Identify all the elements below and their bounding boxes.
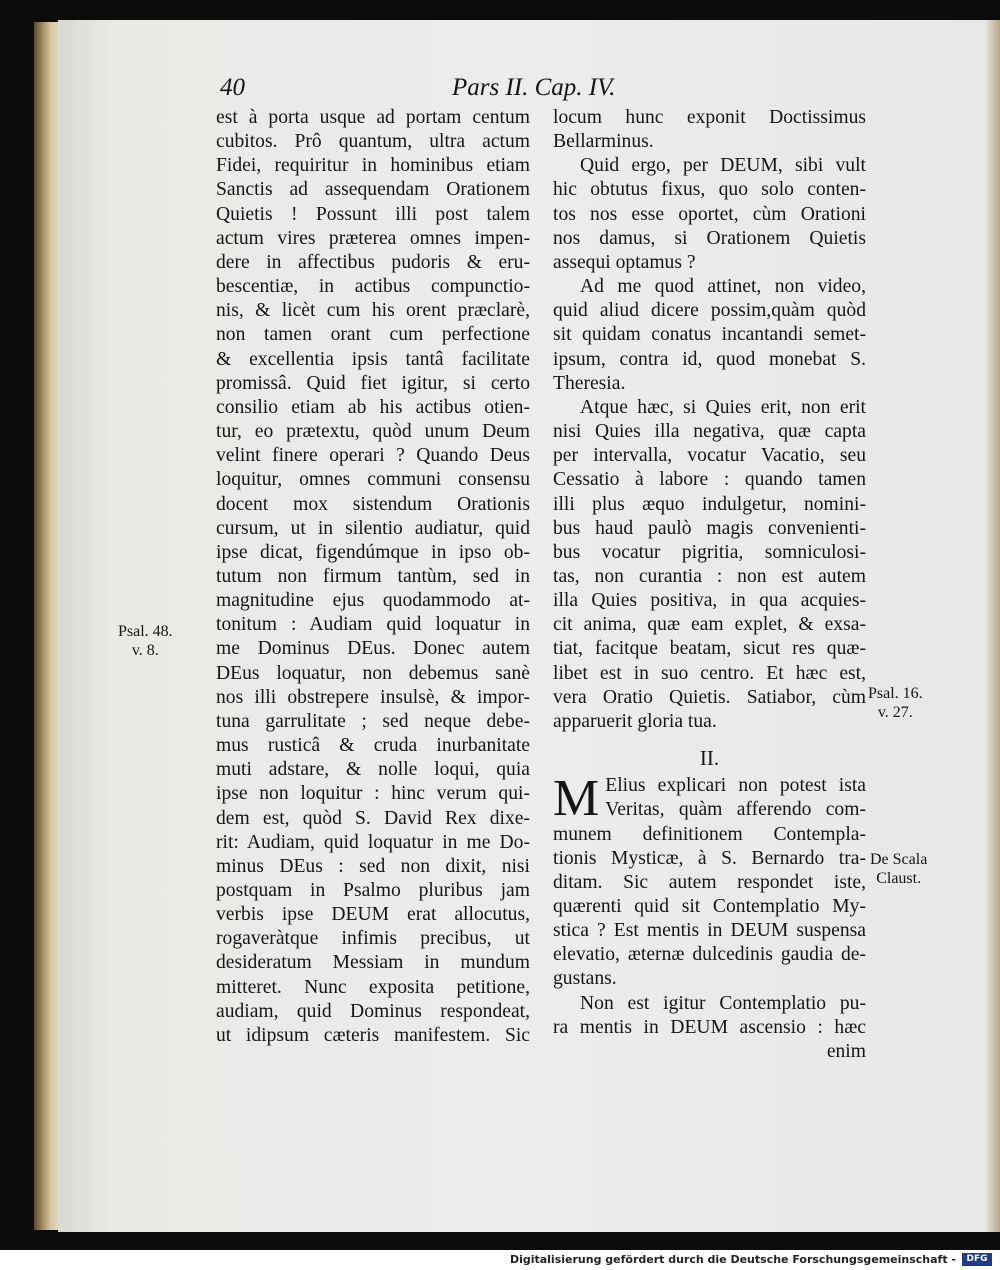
text-line: stica ? Est mentis in DEUM suspensa — [553, 920, 866, 942]
catchword: enim — [826, 1040, 866, 1062]
marginal-note-psal48 — [118, 622, 173, 660]
text-line: tas, non curantia : non est autem — [553, 565, 866, 587]
paragraph — [553, 992, 866, 1040]
text-line: ra mentis in DEUM ascensio : hæc — [553, 1016, 866, 1038]
text-line: quid aliud dicere possim,quàm quòd — [553, 300, 866, 322]
text-line: Theresia. — [553, 372, 626, 394]
text-line: bus vocatur pigritia, somniculosi- — [553, 541, 866, 563]
text-line: rit: Audiam, quid loquatur in me Do- — [216, 831, 530, 853]
text-line: me Dominus DEus. Donec autem — [216, 638, 530, 660]
text-line: dere in affectibus pudoris & eru- — [216, 251, 530, 273]
text-line: Bellarminus. — [553, 131, 654, 153]
text-line: bus haud paulò magis convenienti- — [553, 517, 866, 539]
text-line: apparuerit gloria tua. — [553, 710, 717, 732]
text-line: tonitum : Audiam quid loquatur in — [216, 614, 530, 636]
text-line: minus DEus : sed non dixit, nisi — [216, 855, 530, 877]
text-line: actum vires præterea omnes impen- — [216, 227, 530, 249]
text-line: & excellentia ipsis tantâ facilitate — [216, 348, 530, 370]
text-line: illa Quies positiva, in qua acquies- — [553, 590, 866, 612]
marginal-note-line: v. 27. — [877, 704, 913, 721]
text-line: hic obtutus fixus, quo solo conten- — [553, 179, 866, 201]
text-line: Veritas, quàm afferendo com- — [605, 799, 866, 821]
marginal-note-psal16 — [868, 684, 923, 722]
text-line: tiat, facitque beatam, sicut res quæ- — [553, 638, 866, 660]
marginal-note-line: v. 8. — [131, 642, 159, 659]
text-line: quærenti quid sit Contemplatio My- — [553, 896, 866, 917]
running-title: Pars II. Cap. IV. — [452, 74, 616, 101]
text-line: Sanctis ad assequendam Orationem — [216, 179, 530, 201]
page-number: 40 — [220, 74, 245, 101]
footer-bar — [0, 1250, 1000, 1270]
text-line: elevatio, æternæ dulcedinis gaudia de- — [553, 944, 866, 966]
text-line: desideratum Messiam in mundum — [216, 952, 530, 974]
paragraph — [553, 774, 866, 822]
paragraph — [553, 396, 866, 734]
text-line: non tamen orant cum perfectione — [216, 324, 530, 346]
text-line: DEus loquatur, non debemus sanè — [216, 662, 530, 684]
text-line: mitteret. Nunc exposita petitione, — [216, 976, 530, 998]
text-line: rogaveràtque infimis precibus, ut — [216, 928, 530, 950]
text-line: mus rusticâ & cruda inurbanitate — [216, 735, 530, 757]
text-line: gustans. — [553, 968, 617, 990]
text-line: ipse dicat, figendúmque in ipso ob- — [216, 541, 530, 563]
left-column — [216, 106, 530, 1048]
text-line: Elius explicari non potest ista — [605, 775, 866, 797]
text-line: illi plus æquo indulgetur, nomini- — [553, 493, 866, 515]
text-line: verbis ipse DEUM erat allocutus, — [216, 904, 530, 926]
text-line: vera Oratio Quietis. Satiabor, cùm — [553, 686, 866, 708]
text-line: velint finere operari ? Quando Deus — [216, 445, 530, 467]
text-line: tutum non firmum tantùm, sed in — [216, 565, 530, 587]
text-line: audiam, quid Dominus respondeat, — [216, 1000, 530, 1022]
text-line: assequi optamus ? — [553, 251, 696, 273]
text-line: cursum, ut in silentio audiatur, quid — [216, 517, 530, 539]
marginal-note-line: Psal. 16. — [868, 685, 923, 702]
text-line: nis, & licèt cum his orent præclarè, — [216, 300, 530, 322]
text-line: ipse non loquitur : hinc verum qui- — [216, 783, 530, 805]
text-line: Quietis ! Possunt illi post talem — [216, 203, 530, 225]
text-line: munem definitionem Contempla- — [553, 823, 866, 845]
text-line: est à porta usque ad portam centum — [216, 107, 530, 128]
text-line: bescentiæ, in actibus compunctio- — [216, 276, 530, 298]
marginal-note-de-scala — [870, 850, 927, 888]
text-line: tuna garrulitate ; sed neque debe- — [216, 710, 530, 732]
text-line: Quid ergo, per DEUM, sibi vult — [580, 155, 866, 177]
text-line: ut idipsum cæteris manifestem. Sic — [216, 1024, 530, 1046]
text-line: muti adstare, & nolle loqui, quia — [216, 759, 530, 781]
text-line: libet est in suo centro. Et hæc est, — [553, 662, 866, 684]
text-line: per intervalla, vocatur Vacatio, seu — [553, 445, 866, 467]
text-line: cubitos. Prô quantum, ultra actum — [216, 131, 530, 153]
text-line: sit quidam conatus incantandi semet- — [553, 324, 866, 346]
section-heading: II. — [699, 746, 720, 771]
text-line: Atque hæc, si Quies erit, non erit — [580, 396, 866, 418]
marginal-note-line: De Scala — [870, 851, 928, 868]
paragraph — [553, 275, 866, 396]
text-line: consilio etiam ab his actibus otien- — [216, 396, 530, 418]
page-edge — [986, 20, 1000, 1232]
dfg-logo: DFG — [962, 1253, 992, 1266]
text-line: Fidei, requiritur in hominibus etiam — [216, 155, 530, 177]
text-line: nos damus, si Orationem Quietis — [553, 227, 866, 249]
text-line: tionis Mysticæ, à S. Bernardo tra- — [553, 847, 866, 869]
text-line: tos nos esse oportet, cùm Orationi — [553, 203, 866, 225]
text-line: nos illi obstrepere insulsè, & impor- — [216, 686, 530, 708]
text-line: ditam. Sic autem respondet iste, — [553, 871, 866, 893]
right-column — [553, 106, 866, 1064]
funding-notice: Digitalisierung gefördert durch die Deutsche Forschungsgemeinschaft - — [509, 1253, 956, 1266]
paragraph — [553, 106, 866, 154]
text-line: promissâ. Quid fiet igitur, si certo — [216, 372, 530, 394]
text-line: cit anima, quæ eam explet, & exsa- — [553, 614, 866, 636]
text-line: magnitudine ejus quodammodo at- — [216, 590, 530, 612]
text-line: docent mox sistendum Orationis — [216, 493, 530, 515]
marginal-note-line: Psal. 48. — [118, 623, 173, 640]
text-line: Ad me quod attinet, non video, — [580, 276, 866, 298]
text-line: loquitur, omnes communi consensu — [216, 469, 530, 491]
paragraph — [553, 154, 866, 275]
text-line: Non est igitur Contemplatio pu- — [580, 992, 866, 1014]
text-line: nisi Quies illa negativa, quæ capta — [553, 421, 866, 443]
text-line: ipsum, contra id, quod monebat S. — [553, 348, 866, 370]
text-line: tur, eo prætextu, quòd unum Deum — [216, 421, 530, 443]
marginal-note-line: Claust. — [876, 870, 922, 887]
text-line: Cessatio à labore : quando tamen — [553, 469, 866, 491]
text-line: postquam in Psalmo pluribus jam — [216, 880, 530, 901]
text-line: locum hunc exponit Doctissimus — [553, 107, 866, 128]
text-line: dem est, quòd S. David Rex dixe- — [216, 807, 530, 829]
drop-cap: M — [553, 774, 600, 823]
paragraph — [553, 823, 866, 992]
